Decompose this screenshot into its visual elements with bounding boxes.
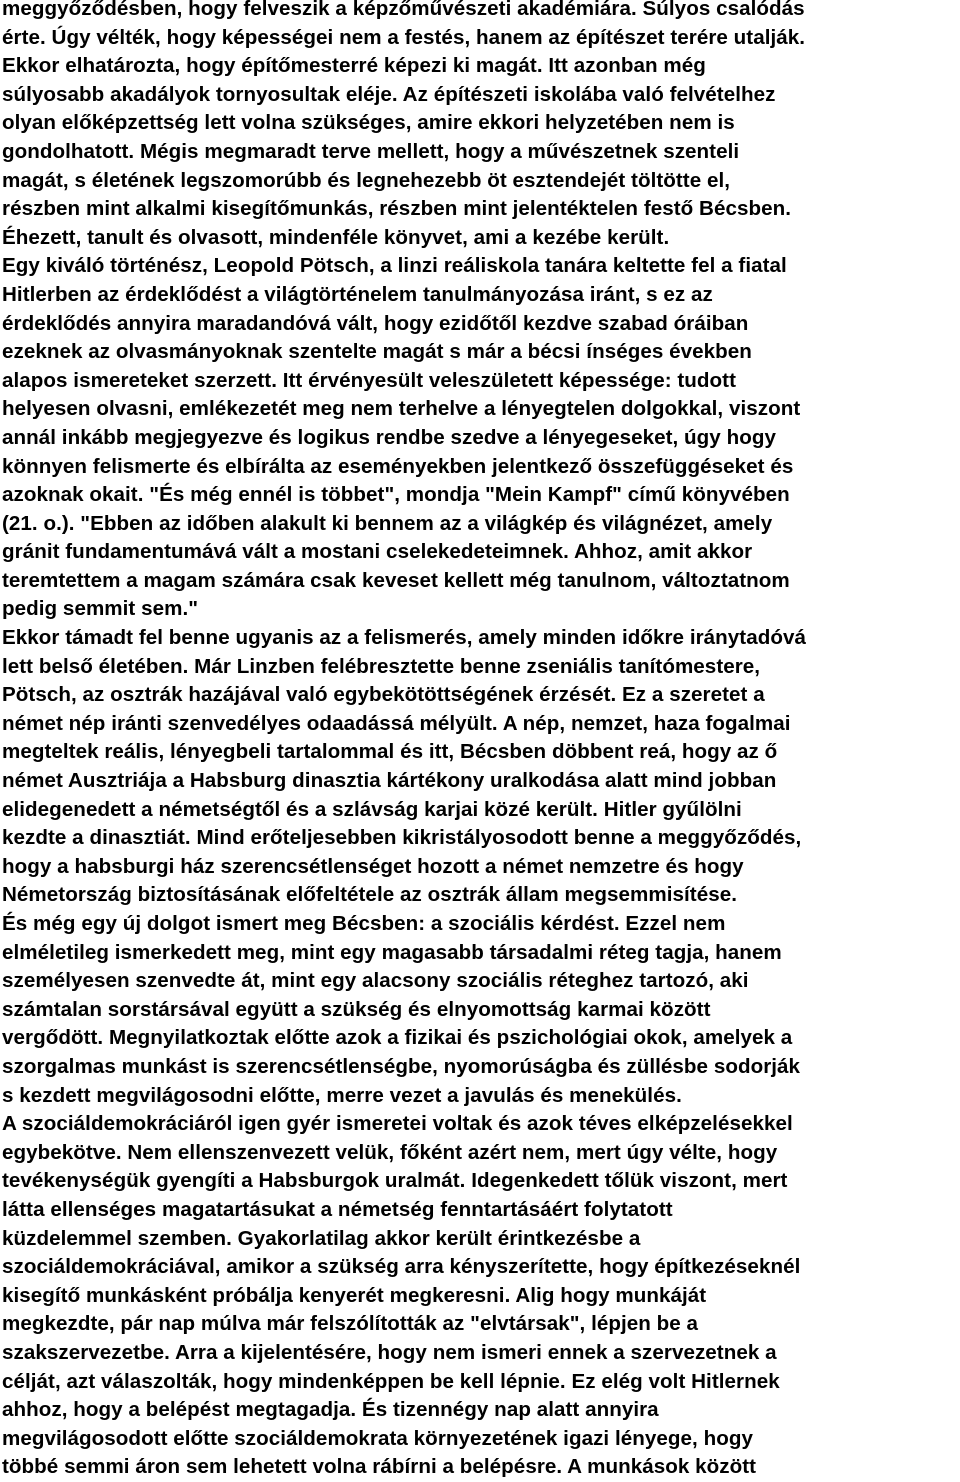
text-line: alapos ismereteket szerzett. Itt érvényesült veleszületett képessége: tudott — [2, 368, 737, 392]
text-line: pedig semmit sem." — [2, 597, 199, 621]
text-line: szakszervezetbe. Arra a kijelentésére, hogy nem ismeri ennek a szervezetnek a — [2, 1340, 777, 1364]
text-line: megvilágosodott előtte szociáldemokrata környezetének igazi lényege, hogy — [2, 1426, 753, 1450]
text-line: hogy a habsburgi ház szerencsétlenséget hozott a német nemzetre és hogy — [2, 854, 744, 878]
text-line: olyan előképzettség lett volna szükséges, amire ekkori helyzetében nem is — [2, 111, 735, 135]
text-line: magát, s életének legszomorúbb és legnehezebb öt esztendejét töltötte el, — [2, 168, 731, 192]
text-line: A szociáldemokráciáról igen gyér ismeretei voltak és azok téves elképzelésekkel — [2, 1112, 793, 1136]
text-line: megteltek reális, lényegbeli tartalommal és itt, Bécsben döbbent reá, hogy az ő — [2, 740, 778, 764]
text-line: meggyőződésben, hogy felveszik a képzőművészeti akadémiára. Súlyos csalódás — [2, 0, 805, 20]
text-line: vergődött. Megnyilatkoztak előtte azok a fizikai és pszichológiai okok, amelyek a — [2, 1026, 793, 1050]
text-line: érte. Úgy vélték, hogy képességei nem a festés, hanem az építészet terére utalják. — [2, 25, 806, 49]
text-line: látta ellenséges magatartásukat a németség fenntartásáért folytatott — [2, 1197, 673, 1221]
text-line: számtalan sorstársával együtt a szükség és elnyomottság karmai között — [2, 997, 711, 1021]
text-line: német Ausztriája a Habsburg dinasztia kártékony uralkodása alatt mind jobban — [2, 769, 777, 793]
text-line: gránit fundamentumává vált a mostani cselekedeteimnek. Ahhoz, amit akkor — [2, 540, 753, 564]
text-line: súlyosabb akadályok tornyosultak eléje. Az építészeti iskolába való felvételhez — [2, 82, 776, 106]
text-line: célját, azt válaszolták, hogy mindenképpen be kell lépnie. Ez elég volt Hitlernek — [2, 1369, 780, 1393]
text-line: szociáldemokráciával, amikor a szükség arra kényszerítette, hogy építkezéseknél — [2, 1255, 801, 1279]
text-line: könnyen felismerte és elbírálta az eseményekben jelentkező összefüggéseket és — [2, 454, 794, 478]
body-text — [2, 0, 960, 1482]
text-line: teremtettem a magam számára csak keveset kellett még tanulnom, változtatnom — [2, 568, 790, 592]
text-line: lett belső életében. Már Linzben felébresztette benne zseniális tanítómestere, — [2, 654, 761, 678]
text-line: Ekkor elhatározta, hogy építőmesterré képezi ki magát. Itt azonban még — [2, 54, 706, 78]
text-line: kezdte a dinasztiát. Mind erőteljesebben kikristályosodott benne a meggyőződés, — [2, 826, 802, 850]
text-line: német nép iránti szenvedélyes odaadássá mélyült. A nép, nemzet, haza fogalmai — [2, 711, 791, 735]
text-line: személyesen szenvedte át, mint egy alacsony szociális réteghez tartozó, aki — [2, 969, 749, 993]
text-line: többé semmi áron sem lehetett volna rábírni a belépésre. A munkások között — [2, 1455, 757, 1479]
text-line: Pötsch, az osztrák hazájával való egybekötöttségének érzését. Ez a szeretet a — [2, 683, 765, 707]
text-line: Egy kiváló történész, Leopold Pötsch, a linzi reáliskola tanára keltette fel a fiatal — [2, 254, 787, 278]
text-line: Ekkor támadt fel benne ugyanis az a felismerés, amely minden időkre iránytadóvá — [2, 626, 806, 650]
text-line: elméletileg ismerkedett meg, mint egy magasabb társadalmi réteg tagja, hanem — [2, 940, 782, 964]
text-line: Hitlerben az érdeklődést a világtörténelem tanulmányozása iránt, s ez az — [2, 282, 713, 306]
text-line: kisegítő munkásként próbálja kenyerét megkeresni. Alig hogy munkáját — [2, 1283, 707, 1307]
text-line: (21. o.). "Ebben az időben alakult ki bennem az a világkép és világnézet, amely — [2, 511, 773, 535]
text-line: Éhezett, tanult és olvasott, mindenféle könyvet, ami a kezébe került. — [2, 225, 670, 249]
text-line: s kezdett megvilágosodni előtte, merre vezet a javulás és menekülés. — [2, 1083, 682, 1107]
text-line: részben mint alkalmi kisegítőmunkás, részben mint jelentéktelen festő Bécsben. — [2, 197, 792, 221]
text-line: megkezdte, pár nap múlva már felszólították az "elvtársak", lépjen be a — [2, 1312, 699, 1336]
text-line: tevékenységük gyengíti a Habsburgok uralmát. Idegenkedett tőlük viszont, mert — [2, 1169, 788, 1193]
text-line: szorgalmas munkást is szerencsétlenségbe, nyomorúságba és züllésbe sodorják — [2, 1054, 801, 1078]
text-line: És még egy új dolgot ismert meg Bécsben: a szociális kérdést. Ezzel nem — [2, 912, 726, 935]
text-line: helyesen olvasni, emlékezetét meg nem terhelve a lényegtelen dolgokkal, viszont — [2, 397, 801, 421]
text-line: egybekötve. Nem ellenszenvezett velük, főként azért nem, mert úgy vélte, hogy — [2, 1140, 778, 1164]
text-line: azoknak okait. "És még ennél is többet", mondja "Mein Kampf" című könyvében — [2, 483, 790, 507]
text-line: Németország biztosításának előfeltétele az osztrák állam megsemmisítése. — [2, 883, 737, 907]
text-line: ezeknek az olvasmányoknak szentelte magát s már a bécsi ínséges években — [2, 340, 752, 364]
text-line: elidegenedett a németségtől és a szlávság karjai közé került. Hitler gyűlölni — [2, 797, 742, 821]
text-line: ahhoz, hogy a belépést megtagadja. És tizennégy nap alatt annyira — [2, 1398, 659, 1422]
text-line: érdeklődés annyira maradandóvá vált, hogy ezidőtől kezdve szabad óráiban — [2, 311, 749, 335]
text-line: gondolhatott. Mégis megmaradt terve mellett, hogy a művészetnek szenteli — [2, 139, 740, 163]
text-line: küzdelemmel szemben. Gyakorlatilag akkor került érintkezésbe a — [2, 1226, 641, 1250]
text-line: annál inkább megjegyezve és logikus rendbe szedve a lényegeseket, úgy hogy — [2, 425, 776, 449]
